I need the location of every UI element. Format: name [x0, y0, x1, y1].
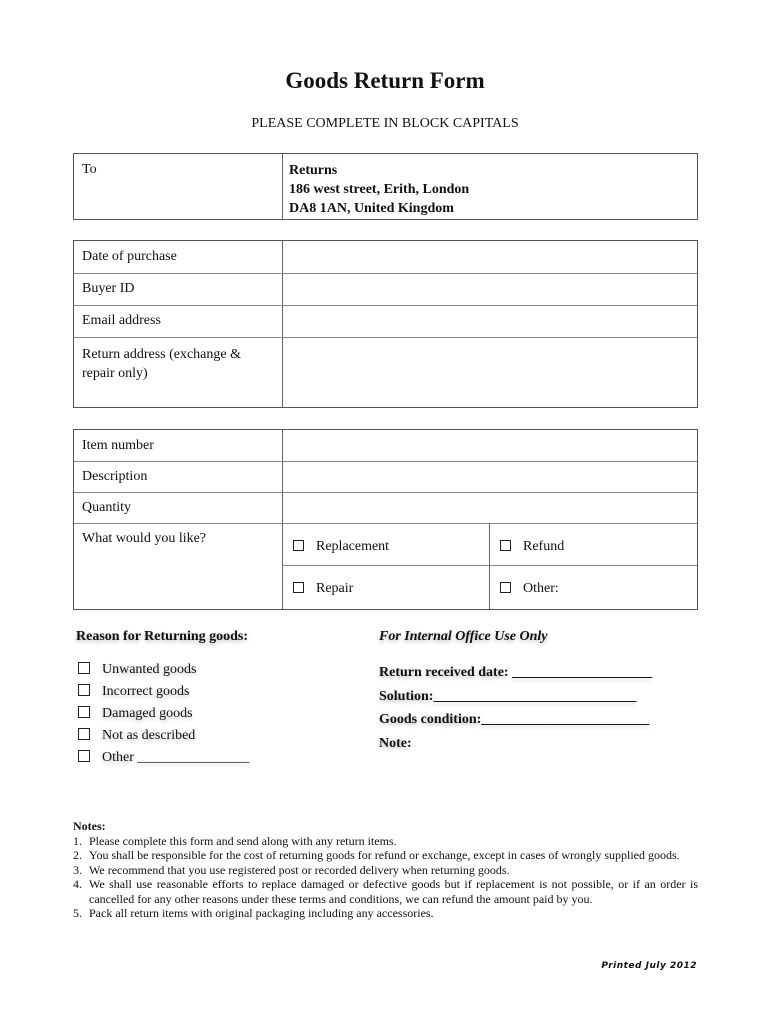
email-address-label: Email address: [82, 313, 161, 328]
note-item: 1. Please complete this form and send along with any return items.: [73, 833, 397, 848]
note-text: We shall use reasonable efforts to replace damaged or defective goods but if replacement is not possible, or if an order is cancelled for any other reasons under these terms and conditions, we can refund the amount paid by you.: [89, 877, 698, 906]
item-number-label: Item number: [82, 438, 154, 453]
date-of-purchase-field[interactable]: [283, 241, 697, 273]
reason-not-as-described[interactable]: [78, 728, 195, 744]
goods-condition-field[interactable]: Goods condition:________________________: [379, 712, 650, 727]
notes-section: [73, 819, 698, 921]
reason-unwanted-goods[interactable]: [78, 662, 197, 678]
checkbox-icon[interactable]: [78, 684, 90, 696]
description-label: Description: [82, 469, 148, 484]
reason-incorrect-goods[interactable]: [78, 684, 189, 700]
checkbox-icon[interactable]: [293, 582, 304, 593]
buyer-id-label: Buyer ID: [82, 281, 135, 296]
reason-label: Incorrect goods: [102, 684, 190, 699]
address-line: 186 west street, Erith, London: [289, 182, 470, 197]
option-repair[interactable]: [293, 581, 353, 597]
to-box: [73, 153, 698, 220]
date-of-purchase-label: Date of purchase: [82, 249, 177, 264]
return-received-date-field[interactable]: Return received date: ____________________: [379, 665, 653, 680]
option-label: Other:: [523, 581, 559, 596]
note-text: We recommend that you use registered post or recorded delivery when returning goods.: [89, 862, 510, 877]
preference-label: What would you like?: [82, 531, 207, 546]
note-item: 2. You shall be responsible for the cost of returning goods for refund or exchange, except in cases of wrongly supplied goods.: [73, 848, 680, 862]
reasons-heading: Reason for Returning goods:: [76, 629, 249, 644]
printed-date: Printed July 2012: [601, 961, 697, 971]
page-title: Goods Return Form: [285, 68, 485, 93]
note-item: 4. We shall use reasonable efforts to replace damaged or defective goods but if replacement is not possible, or if an order is cancelled for any other reasons under these terms and conditions, we can refund the amount paid by you.: [73, 877, 698, 906]
reason-damaged-goods[interactable]: [78, 706, 193, 722]
note-item: 3. We recommend that you use registered post or recorded delivery when returning goods.: [73, 862, 510, 877]
page-subtitle: PLEASE COMPLETE IN BLOCK CAPITALS: [251, 116, 519, 131]
return-address-field[interactable]: [283, 338, 697, 407]
option-replacement[interactable]: [293, 539, 389, 555]
item-table: [73, 429, 698, 610]
item-number-field[interactable]: [283, 430, 697, 461]
reason-label: Unwanted goods: [102, 662, 197, 677]
quantity-field[interactable]: [283, 493, 697, 523]
checkbox-icon[interactable]: [78, 728, 90, 740]
address-line: DA8 1AN, United Kingdom: [289, 201, 454, 216]
option-refund[interactable]: [500, 539, 564, 555]
note-text: You shall be responsible for the cost of returning goods for refund or exchange, except in cases of wrongly supplied goods.: [89, 848, 680, 862]
note-text: Pack all return items with original packaging including any accessories.: [89, 906, 434, 920]
checkbox-icon[interactable]: [78, 750, 90, 762]
option-label: Repair: [316, 581, 354, 596]
note-field[interactable]: Note:: [379, 736, 412, 751]
checkbox-icon[interactable]: [293, 540, 304, 551]
return-address-label: Return address (exchange & repair only): [82, 347, 241, 381]
checkbox-icon[interactable]: [78, 662, 90, 674]
email-address-field[interactable]: [283, 306, 697, 337]
reason-label: Other ________________: [102, 750, 250, 765]
buyer-info-table: [73, 240, 698, 408]
quantity-label: Quantity: [82, 500, 131, 515]
checkbox-icon[interactable]: [78, 706, 90, 718]
returns-address: [289, 161, 469, 218]
option-label: Replacement: [316, 539, 390, 554]
note-text: Please complete this form and send along with any return items.: [89, 833, 397, 848]
checkbox-icon[interactable]: [500, 540, 511, 551]
reason-label: Damaged goods: [102, 706, 193, 721]
option-other[interactable]: [500, 581, 559, 597]
to-label: To: [82, 162, 97, 177]
office-use-heading: For Internal Office Use Only: [379, 629, 548, 644]
buyer-id-field[interactable]: [283, 274, 697, 305]
notes-heading: Notes:: [73, 819, 106, 833]
address-line: Returns: [289, 163, 338, 178]
description-field[interactable]: [283, 462, 697, 492]
reason-label: Not as described: [102, 728, 196, 743]
solution-field[interactable]: Solution:_____________________________: [379, 689, 637, 704]
note-item: 5. Pack all return items with original packaging including any accessories.: [73, 906, 434, 920]
option-label: Refund: [523, 539, 565, 554]
checkbox-icon[interactable]: [500, 582, 511, 593]
reason-other[interactable]: [78, 750, 249, 766]
